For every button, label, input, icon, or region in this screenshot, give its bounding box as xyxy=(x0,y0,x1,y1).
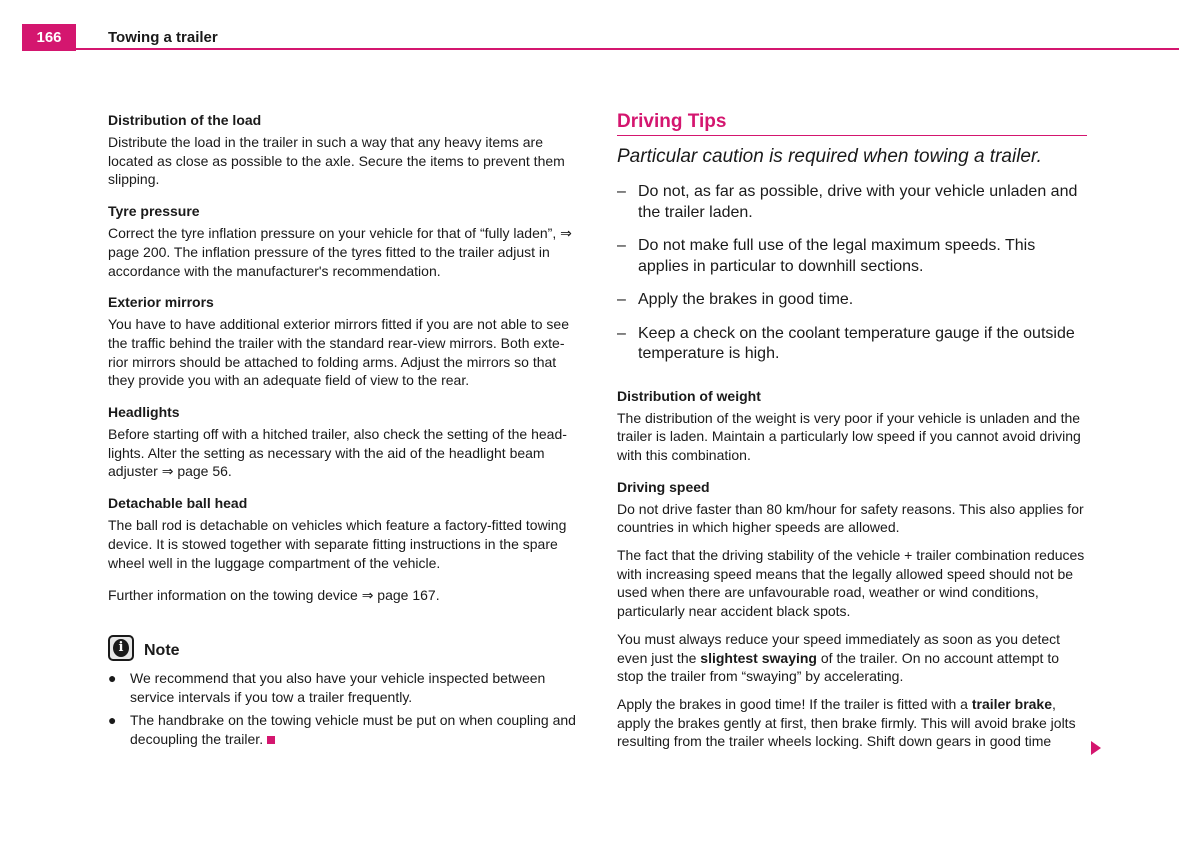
right-column xyxy=(617,110,1087,751)
section-text: The ball rod is detachable on vehicles which feature a factory-fitted towing device. It is stowed together with separate fitting instructions in the spare wheel well in the luggage compartment of the vehicle. xyxy=(108,517,567,571)
list-item-text: Do not make full use of the legal maximum speeds. This applies in particular to downhill sections. xyxy=(638,237,1036,275)
section-load xyxy=(108,111,580,189)
emphasis-text: trailer brake xyxy=(971,695,1053,712)
list-item xyxy=(617,324,1087,365)
note-bullet xyxy=(108,669,580,706)
note-label: Note xyxy=(144,641,180,659)
section-ball-head xyxy=(108,494,580,572)
note-header xyxy=(108,631,580,665)
list-item xyxy=(617,182,1087,223)
info-icon xyxy=(108,635,134,661)
dash-marker: – xyxy=(617,291,626,308)
bullet-dot-icon: ● xyxy=(108,712,117,729)
left-column xyxy=(108,111,580,749)
section-text xyxy=(617,695,1087,751)
note-bullet xyxy=(108,711,580,748)
section-heading: Tyre pressure xyxy=(108,203,200,220)
tips-list xyxy=(617,182,1087,365)
section-driving-speed xyxy=(617,478,1087,751)
list-item xyxy=(617,236,1087,277)
text-run: , apply the brakes gently at first, then brake firmly. This will avoid brake jolts resulting from the trailer wheels locking. Shift down gears in good time xyxy=(617,695,1076,750)
section-text: Do not drive faster than 80 km/hour for safety reasons. This also applies for countries in which higher speeds are allowed. xyxy=(617,500,1084,536)
section-headlights xyxy=(108,403,580,481)
page-number: 166 xyxy=(22,24,76,51)
continued-arrow-icon xyxy=(1091,741,1101,755)
note-bullet-text: We recommend that you also have your vehicle inspected between service intervals if you tow a trailer frequently. xyxy=(130,669,546,705)
section-exterior-mirrors xyxy=(108,293,580,390)
bullet-dot-icon: ● xyxy=(108,669,117,686)
dash-marker: – xyxy=(617,183,626,200)
section-text xyxy=(617,630,1087,686)
section-heading: Distribution of weight xyxy=(617,387,761,404)
section-heading: Driving speed xyxy=(617,478,710,495)
section-heading: Detachable ball head xyxy=(108,495,248,512)
list-item-text: Keep a check on the coolant temperature gauge if the outside temperature is high. xyxy=(638,324,1075,362)
section-end-icon xyxy=(267,736,275,744)
text-run: You must always reduce your speed immediately as soon as you detect even just the xyxy=(617,630,1061,666)
list-item xyxy=(617,290,1087,311)
section-tyre-pressure xyxy=(108,202,580,280)
section-text: The distribution of the weight is very poor if your vehicle is unladen and the trailer is laden. Maintain a particularly low speed if you cannot avoid driving with this combination. xyxy=(617,409,1081,463)
note-bullet-text xyxy=(130,711,580,748)
section-title: Driving Tips xyxy=(617,111,727,132)
header-rule xyxy=(76,48,1179,50)
note-bullet-text-content: The handbrake on the towing vehicle must be put on when coupling and decoupling the trailer. xyxy=(130,712,576,748)
text-run: of the trailer. On no account attempt to stop the trailer from “swaying” by accelerating. xyxy=(617,649,1060,685)
section-heading: Distribution of the load xyxy=(108,112,262,128)
section-heading: Exterior mirrors xyxy=(108,294,214,311)
dash-marker: – xyxy=(617,237,626,254)
emphasis-text: slightest swaying xyxy=(700,649,817,666)
section-weight xyxy=(617,387,1087,465)
list-item-text: Apply the brakes in good time. xyxy=(638,291,854,308)
dash-marker: – xyxy=(617,324,626,342)
title-rule xyxy=(617,135,1087,136)
section-heading: Headlights xyxy=(108,404,180,421)
list-item-text: Do not, as far as possible, drive with your vehicle unladen and the trailer laden. xyxy=(638,183,1078,221)
section-text: The fact that the driving stability of the vehicle + trailer combination reduces with increasing speed means that the legally allowed speed should not be used when there are unfavourable road, weather or wind conditions, particularly near accident black spots. xyxy=(617,547,1085,620)
info-icon-letter: i xyxy=(113,639,129,657)
text-run: Apply the brakes in good time! If the trailer is fitted with a xyxy=(617,695,972,712)
section-text: Correct the tyre inflation pressure on your vehicle for that of “fully laden”, ⇒ page 200. The inflation pressure of the tyres fitted to the trailer adjust in accordance with the manufacturer's recommendation. xyxy=(108,225,572,279)
section-text: Before starting off with a hitched trailer, also check the setting of the head- lights. Alter the setting as necessary with the aid of the headlight beam adjuster ⇒ page 56. xyxy=(108,426,567,480)
section-text: Distribute the load in the trailer in such a way that any heavy items are located as close as possible to the axle. Secure the items to prevent them slipping. xyxy=(108,134,565,188)
section-text: You have to have additional exterior mirrors fitted if you are not able to see the traffic behind the trailer with the standard rear-view mirrors. Both exte- rior mirrors should be attached to folding arms. Adjust the mirrors so that they provide you with an adequate field of view to the rear. xyxy=(108,316,569,389)
further-info-text: Further information on the towing device ⇒ page 167. xyxy=(108,587,440,604)
lead-text: Particular caution is required when towing a trailer. xyxy=(617,146,1042,167)
page-header-title: Towing a trailer xyxy=(108,29,218,46)
